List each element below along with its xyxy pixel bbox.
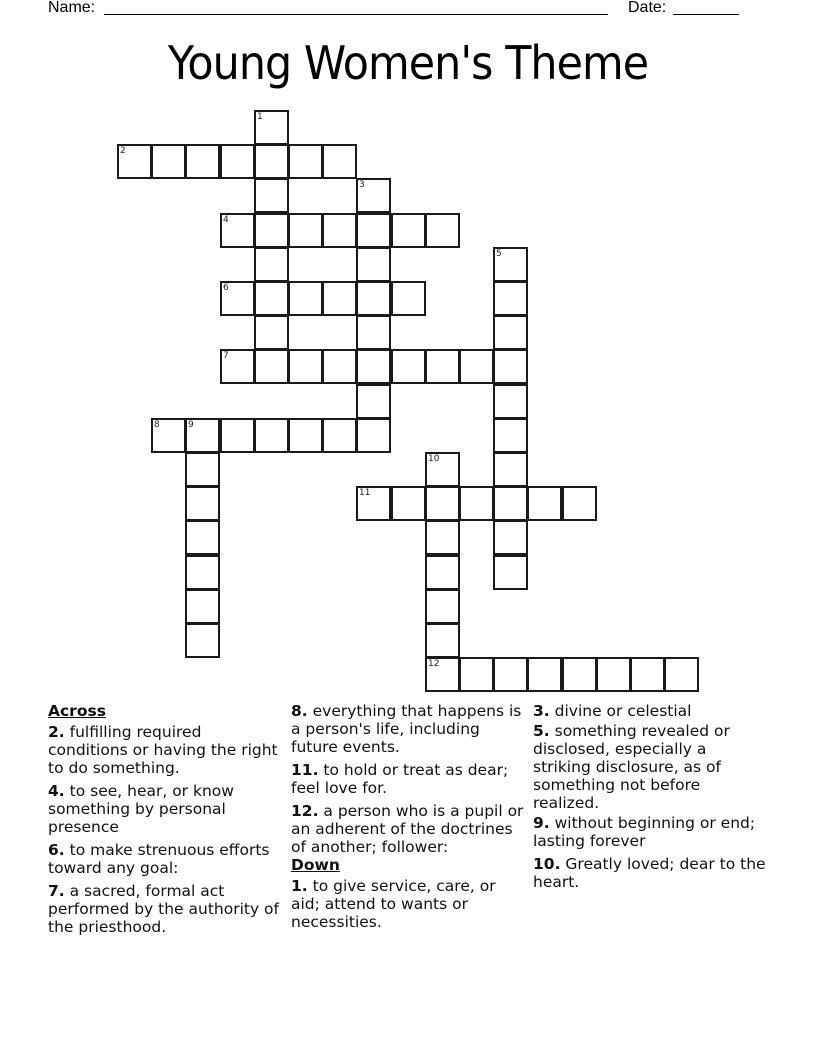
grid-cell[interactable] bbox=[254, 213, 289, 248]
grid-cell[interactable] bbox=[254, 281, 289, 316]
clue-down-9 bbox=[533, 814, 768, 850]
clue-number-label: 7 bbox=[223, 351, 229, 361]
clue-text: to give service, care, or aid; attend to wants or necessities. bbox=[291, 877, 496, 931]
grid-cell[interactable] bbox=[356, 418, 391, 453]
grid-cell[interactable] bbox=[356, 349, 391, 384]
clue-number-label: 5 bbox=[496, 249, 502, 259]
grid-cell[interactable] bbox=[596, 657, 631, 692]
puzzle-title: Young Women's Theme bbox=[167, 36, 649, 90]
clue-text: Greatly loved; dear to the heart. bbox=[533, 855, 766, 891]
grid-cell[interactable] bbox=[254, 110, 289, 145]
grid-cell[interactable] bbox=[185, 555, 220, 590]
grid-cell[interactable] bbox=[562, 657, 597, 692]
grid-cell[interactable] bbox=[356, 486, 391, 521]
grid-cell[interactable] bbox=[288, 349, 323, 384]
clue-number: 9. bbox=[533, 814, 550, 832]
clue-text: to see, hear, or know something by personal presence bbox=[48, 782, 234, 836]
clues-column-2 bbox=[291, 702, 526, 936]
clue-text: without beginning or end; lasting forever bbox=[533, 814, 756, 850]
clue-number: 5. bbox=[533, 722, 550, 740]
clue-text: something revealed or disclosed, especially a striking disclosure, as of something not before realized. bbox=[533, 722, 730, 812]
across-heading: Across bbox=[48, 702, 106, 720]
grid-cell[interactable] bbox=[425, 213, 460, 248]
grid-cell[interactable] bbox=[391, 486, 426, 521]
clue-across-11 bbox=[291, 761, 526, 797]
grid-cell[interactable] bbox=[459, 486, 494, 521]
date-label: Date: bbox=[628, 0, 667, 16]
grid-cell[interactable] bbox=[425, 520, 460, 555]
grid-cell[interactable] bbox=[288, 213, 323, 248]
clue-number-label: 2 bbox=[120, 146, 126, 156]
clue-text: to make strenuous efforts toward any goal: bbox=[48, 841, 270, 877]
clue-number-label: 4 bbox=[223, 215, 229, 225]
grid-cell[interactable] bbox=[185, 623, 220, 658]
clues-column-1 bbox=[48, 702, 283, 941]
clue-text: a sacred, formal act performed by the authority of the priesthood. bbox=[48, 882, 279, 936]
clue-number: 6. bbox=[48, 841, 65, 859]
clues-column-3 bbox=[533, 702, 768, 896]
down-heading: Down bbox=[291, 856, 340, 874]
clue-number: 12. bbox=[291, 802, 319, 820]
clue-text: a person who is a pupil or an adherent of the doctrines of another; follower: bbox=[291, 802, 524, 856]
clue-number: 11. bbox=[291, 761, 319, 779]
grid-cell[interactable] bbox=[220, 144, 255, 179]
grid-cell[interactable] bbox=[151, 144, 186, 179]
clue-number-label: 8 bbox=[154, 420, 160, 430]
grid-cell[interactable] bbox=[425, 657, 460, 692]
grid-cell[interactable] bbox=[425, 589, 460, 624]
grid-cell[interactable] bbox=[493, 247, 528, 282]
clue-number-label: 6 bbox=[223, 283, 229, 293]
clue-text: divine or celestial bbox=[554, 702, 692, 720]
grid-cell[interactable] bbox=[356, 384, 391, 419]
grid-cell[interactable] bbox=[117, 144, 152, 179]
clue-number: 8. bbox=[291, 702, 308, 720]
grid-cell[interactable] bbox=[356, 281, 391, 316]
name-label: Name: bbox=[48, 0, 96, 16]
grid-cell[interactable] bbox=[220, 213, 255, 248]
grid-cell[interactable] bbox=[356, 178, 391, 213]
grid-cell[interactable] bbox=[322, 144, 357, 179]
grid-cell[interactable] bbox=[493, 315, 528, 350]
grid-cell[interactable] bbox=[356, 213, 391, 248]
clue-across-6 bbox=[48, 841, 283, 877]
grid-cell[interactable] bbox=[288, 144, 323, 179]
grid-cell[interactable] bbox=[254, 315, 289, 350]
grid-cell[interactable] bbox=[425, 486, 460, 521]
clue-number-label: 11 bbox=[359, 488, 371, 498]
clue-number-label: 10 bbox=[428, 454, 440, 464]
clue-down-3 bbox=[533, 702, 768, 720]
grid-cell[interactable] bbox=[391, 349, 426, 384]
grid-cell[interactable] bbox=[220, 281, 255, 316]
grid-cell[interactable] bbox=[185, 144, 220, 179]
clue-text: fulfilling required conditions or having the right to do something. bbox=[48, 723, 278, 777]
grid-cell[interactable] bbox=[493, 657, 528, 692]
grid-cell[interactable] bbox=[493, 281, 528, 316]
clue-number: 2. bbox=[48, 723, 65, 741]
grid-cell[interactable] bbox=[493, 555, 528, 590]
clue-across-8 bbox=[291, 702, 526, 756]
grid-cell[interactable] bbox=[322, 418, 357, 453]
clue-number: 10. bbox=[533, 855, 561, 873]
grid-cell[interactable] bbox=[459, 349, 494, 384]
grid-cell[interactable] bbox=[254, 247, 289, 282]
grid-cell[interactable] bbox=[391, 213, 426, 248]
grid-cell[interactable] bbox=[459, 657, 494, 692]
clue-number-label: 1 bbox=[257, 112, 263, 122]
grid-cell[interactable] bbox=[356, 315, 391, 350]
grid-cell[interactable] bbox=[493, 486, 528, 521]
clue-text: everything that happens is a person's life, including future events. bbox=[291, 702, 522, 756]
grid-cell[interactable] bbox=[425, 452, 460, 487]
grid-cell[interactable] bbox=[220, 349, 255, 384]
grid-cell[interactable] bbox=[664, 657, 699, 692]
grid-cell[interactable] bbox=[425, 349, 460, 384]
grid-cell[interactable] bbox=[322, 349, 357, 384]
grid-cell[interactable] bbox=[254, 418, 289, 453]
grid-cell[interactable] bbox=[493, 384, 528, 419]
grid-cell[interactable] bbox=[425, 623, 460, 658]
clue-number-label: 3 bbox=[359, 180, 365, 190]
grid-cell[interactable] bbox=[527, 657, 562, 692]
clue-across-7 bbox=[48, 882, 283, 936]
clue-down-1 bbox=[291, 877, 526, 931]
clue-down-5 bbox=[533, 722, 768, 812]
grid-cell[interactable] bbox=[493, 452, 528, 487]
grid-cell[interactable] bbox=[356, 247, 391, 282]
grid-cell[interactable] bbox=[425, 555, 460, 590]
grid-cell[interactable] bbox=[288, 418, 323, 453]
grid-cell[interactable] bbox=[527, 486, 562, 521]
grid-cell[interactable] bbox=[185, 589, 220, 624]
grid-cell[interactable] bbox=[254, 178, 289, 213]
grid-cell[interactable] bbox=[220, 418, 255, 453]
grid-cell[interactable] bbox=[562, 486, 597, 521]
clue-number-label: 9 bbox=[188, 420, 194, 430]
grid-cell[interactable] bbox=[254, 144, 289, 179]
grid-cell[interactable] bbox=[185, 452, 220, 487]
clue-number: 1. bbox=[291, 877, 308, 895]
grid-cell[interactable] bbox=[151, 418, 186, 453]
grid-cell[interactable] bbox=[322, 281, 357, 316]
grid-cell[interactable] bbox=[493, 349, 528, 384]
clue-down-10 bbox=[533, 855, 768, 891]
grid-cell[interactable] bbox=[391, 281, 426, 316]
grid-cell[interactable] bbox=[185, 520, 220, 555]
grid-cell[interactable] bbox=[185, 486, 220, 521]
grid-cell[interactable] bbox=[254, 349, 289, 384]
grid-cell[interactable] bbox=[493, 418, 528, 453]
clue-number-label: 12 bbox=[428, 659, 440, 669]
grid-cell[interactable] bbox=[493, 520, 528, 555]
grid-cell[interactable] bbox=[288, 281, 323, 316]
grid-cell[interactable] bbox=[322, 213, 357, 248]
grid-cell[interactable] bbox=[630, 657, 665, 692]
clue-text: to hold or treat as dear; feel love for. bbox=[291, 761, 509, 797]
clue-number: 4. bbox=[48, 782, 65, 800]
clue-number: 3. bbox=[533, 702, 550, 720]
clue-number: 7. bbox=[48, 882, 65, 900]
clue-across-12 bbox=[291, 802, 526, 856]
clue-across-2 bbox=[48, 723, 283, 777]
clue-across-4 bbox=[48, 782, 283, 836]
grid-cell[interactable] bbox=[185, 418, 220, 453]
